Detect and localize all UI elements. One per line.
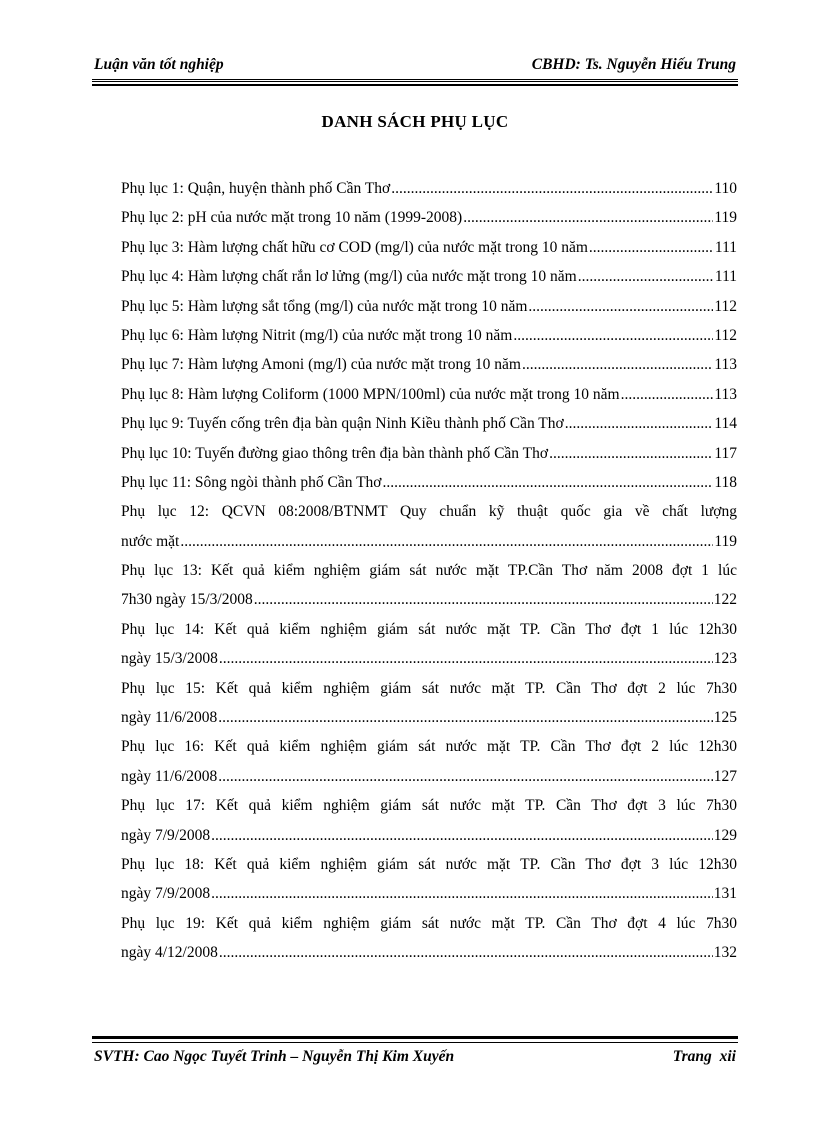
appendix-entry[interactable] [121, 556, 737, 615]
appendix-entry-title: ngày 7/9/2008 [121, 826, 211, 844]
appendix-entry-line [121, 350, 737, 379]
appendix-entry[interactable] [121, 409, 737, 438]
appendix-entry-title: Phụ lục 9: Tuyến cống trên địa bàn quận Ninh Kiều thành phố Cần Thơ [121, 415, 564, 433]
appendix-entry[interactable] [121, 850, 737, 909]
dot-leader [565, 409, 714, 438]
appendix-entry-title: 7h30 ngày 15/3/2008 [121, 591, 253, 609]
appendix-entry-title-line1: Phụ lục 15: Kết quả kiểm nghiệm giám sát nước mặt TP. Cần Thơ đợt 2 lúc 7h30 [121, 679, 737, 697]
appendix-entry-line [121, 879, 737, 908]
appendix-entry-page-number: 113 [714, 385, 737, 403]
appendix-entry-line [121, 174, 737, 203]
appendix-list [121, 174, 737, 968]
appendix-entry-line [121, 762, 737, 791]
appendix-entry-title: Phụ lục 7: Hàm lượng Amoni (mg/l) của nước mặt trong 10 năm [121, 356, 521, 374]
appendix-entry-line [121, 439, 737, 468]
appendix-entry[interactable] [121, 203, 737, 232]
appendix-entry-title: Phụ lục 4: Hàm lượng chất rắn lơ lửng (mg/l) của nước mặt trong 10 năm [121, 268, 577, 286]
appendix-entry-page-number: 113 [714, 356, 737, 374]
appendix-entry-title: ngày 11/6/2008 [121, 767, 218, 785]
appendix-entry[interactable] [121, 439, 737, 468]
appendix-entry[interactable] [121, 791, 737, 850]
dot-leader [549, 439, 713, 468]
dot-leader [254, 585, 713, 614]
appendix-entry[interactable] [121, 380, 737, 409]
appendix-entry-page-number: 127 [713, 767, 737, 785]
appendix-entry-page-number: 111 [714, 238, 737, 256]
footer-authors: SVTH: Cao Ngọc Tuyết Trinh – Nguyễn Thị Kim Xuyến [94, 1048, 455, 1065]
appendix-entry-page-number: 114 [714, 415, 737, 433]
appendix-entry-line [121, 321, 737, 350]
appendix-entry-line [121, 585, 737, 614]
appendix-entry-page-number: 110 [714, 180, 737, 197]
appendix-entry-title-line1: Phụ lục 17: Kết quả kiểm nghiệm giám sát nước mặt TP. Cần Thơ đợt 3 lúc 7h30 [121, 797, 737, 815]
appendix-entry-title: Phụ lục 6: Hàm lượng Nitrit (mg/l) của nước mặt trong 10 năm [121, 326, 513, 344]
appendix-entry-title: ngày 4/12/2008 [121, 944, 218, 962]
appendix-entry-title: ngày 11/6/2008 [121, 709, 218, 727]
appendix-entry[interactable] [121, 233, 737, 262]
appendix-entry-line [121, 380, 737, 409]
appendix-entry-title: ngày 15/3/2008 [121, 650, 218, 668]
appendix-entry-line [121, 821, 737, 850]
appendix-entry-title-line1: Phụ lục 16: Kết quả kiểm nghiệm giám sát nước mặt TP. Cần Thơ đợt 2 lúc 12h30 [121, 738, 737, 756]
appendix-entry-title: Phụ lục 3: Hàm lượng chất hữu cơ COD (mg/l) của nước mặt trong 10 năm [121, 238, 588, 256]
appendix-entry-page-number: 122 [713, 591, 737, 609]
appendix-entry-line [121, 468, 737, 497]
appendix-entry-title-line1: Phụ lục 14: Kết quả kiểm nghiệm giám sát nước mặt TP. Cần Thơ đợt 1 lúc 12h30 [121, 620, 737, 638]
appendix-entry-title: Phụ lục 5: Hàm lượng sắt tổng (mg/l) của nước mặt trong 10 năm [121, 297, 528, 315]
appendix-entry-line [121, 292, 737, 321]
dot-leader [219, 938, 713, 967]
appendix-entry-page-number: 132 [713, 944, 737, 962]
dot-leader [383, 468, 714, 497]
appendix-entry-title-line1: Phụ lục 19: Kết quả kiểm nghiệm giám sát nước mặt TP. Cần Thơ đợt 4 lúc 7h30 [121, 914, 737, 932]
header-rule [92, 79, 738, 86]
dot-leader [513, 321, 713, 350]
appendix-entry-title: Phụ lục 2: pH của nước mặt trong 10 năm (1999-2008) [121, 209, 463, 227]
appendix-entry-line [121, 703, 737, 732]
dot-leader [528, 292, 713, 321]
appendix-entry-page-number: 112 [714, 297, 737, 315]
appendix-entry[interactable] [121, 497, 737, 556]
appendix-entry-title-line1: Phụ lục 13: Kết quả kiểm nghiệm giám sát nước mặt TP.Cần Thơ năm 2008 đợt 1 lúc [121, 562, 737, 580]
footer-rule [92, 1036, 738, 1043]
appendix-entry-title: Phụ lục 10: Tuyến đường giao thông trên địa bàn thành phố Cần Thơ [121, 444, 549, 462]
appendix-entry-line [121, 644, 737, 673]
appendix-entry[interactable] [121, 674, 737, 733]
appendix-entry-line [121, 527, 737, 556]
dot-leader [211, 821, 713, 850]
appendix-entry-page-number: 129 [713, 826, 737, 844]
appendix-entry-page-number: 123 [713, 650, 737, 668]
page-header [94, 56, 736, 78]
header-thesis-label: Luận văn tốt nghiệp [94, 56, 224, 73]
appendix-entry-page-number: 112 [714, 326, 737, 344]
dot-leader [578, 262, 714, 291]
page-title: DANH SÁCH PHỤ LỤC [321, 112, 509, 131]
appendix-entry[interactable] [121, 321, 737, 350]
appendix-entry-page-number: 119 [714, 209, 737, 227]
dot-leader [463, 203, 713, 232]
dot-leader [219, 644, 713, 673]
appendix-entry[interactable] [121, 174, 737, 203]
appendix-entry-page-number: 125 [713, 709, 737, 727]
appendix-entry-title: Phụ lục 1: Quận, huyện thành phố Cần Thơ [121, 180, 391, 197]
appendix-entry[interactable] [121, 262, 737, 291]
appendix-entry-page-number: 119 [714, 532, 737, 550]
appendix-entry-line [121, 203, 737, 232]
page-footer [94, 1048, 736, 1070]
appendix-entry-line [121, 262, 737, 291]
appendix-entry-page-number: 118 [714, 473, 737, 491]
appendix-entry[interactable] [121, 909, 737, 968]
appendix-entry-page-number: 111 [714, 268, 737, 286]
appendix-entry-page-number: 117 [714, 444, 737, 462]
appendix-entry-line [121, 233, 737, 262]
appendix-entry-line [121, 409, 737, 438]
dot-leader [211, 879, 713, 908]
appendix-entry-title-line1: Phụ lục 18: Kết quả kiểm nghiệm giám sát nước mặt TP. Cần Thơ đợt 3 lúc 12h30 [121, 855, 737, 873]
dot-leader [218, 762, 712, 791]
appendix-entry-title: nước mặt [121, 532, 180, 550]
appendix-entry-title: ngày 7/9/2008 [121, 885, 211, 903]
appendix-entry-line [121, 938, 737, 967]
appendix-entry-title-line1: Phụ lục 12: QCVN 08:2008/BTNMT Quy chuẩn kỹ thuật quốc gia về chất lượng [121, 503, 737, 521]
appendix-entry[interactable] [121, 292, 737, 321]
appendix-entry-title: Phụ lục 8: Hàm lượng Coliform (1000 MPN/100ml) của nước mặt trong 10 năm [121, 385, 620, 403]
appendix-entry[interactable] [121, 615, 737, 674]
appendix-entry-page-number: 131 [713, 885, 737, 903]
appendix-entry[interactable] [121, 350, 737, 379]
dot-leader [391, 174, 713, 203]
appendix-entry-title: Phụ lục 11: Sông ngòi thành phố Cần Thơ [121, 473, 382, 491]
dot-leader [522, 350, 713, 379]
appendix-entry[interactable] [121, 468, 737, 497]
dot-leader [218, 703, 712, 732]
dot-leader [589, 233, 714, 262]
footer-page-number: Trang xii [672, 1048, 736, 1065]
header-advisor: CBHD: Ts. Nguyễn Hiếu Trung [531, 56, 736, 73]
appendix-entry[interactable] [121, 732, 737, 791]
dot-leader [180, 527, 713, 556]
dot-leader [621, 380, 714, 409]
